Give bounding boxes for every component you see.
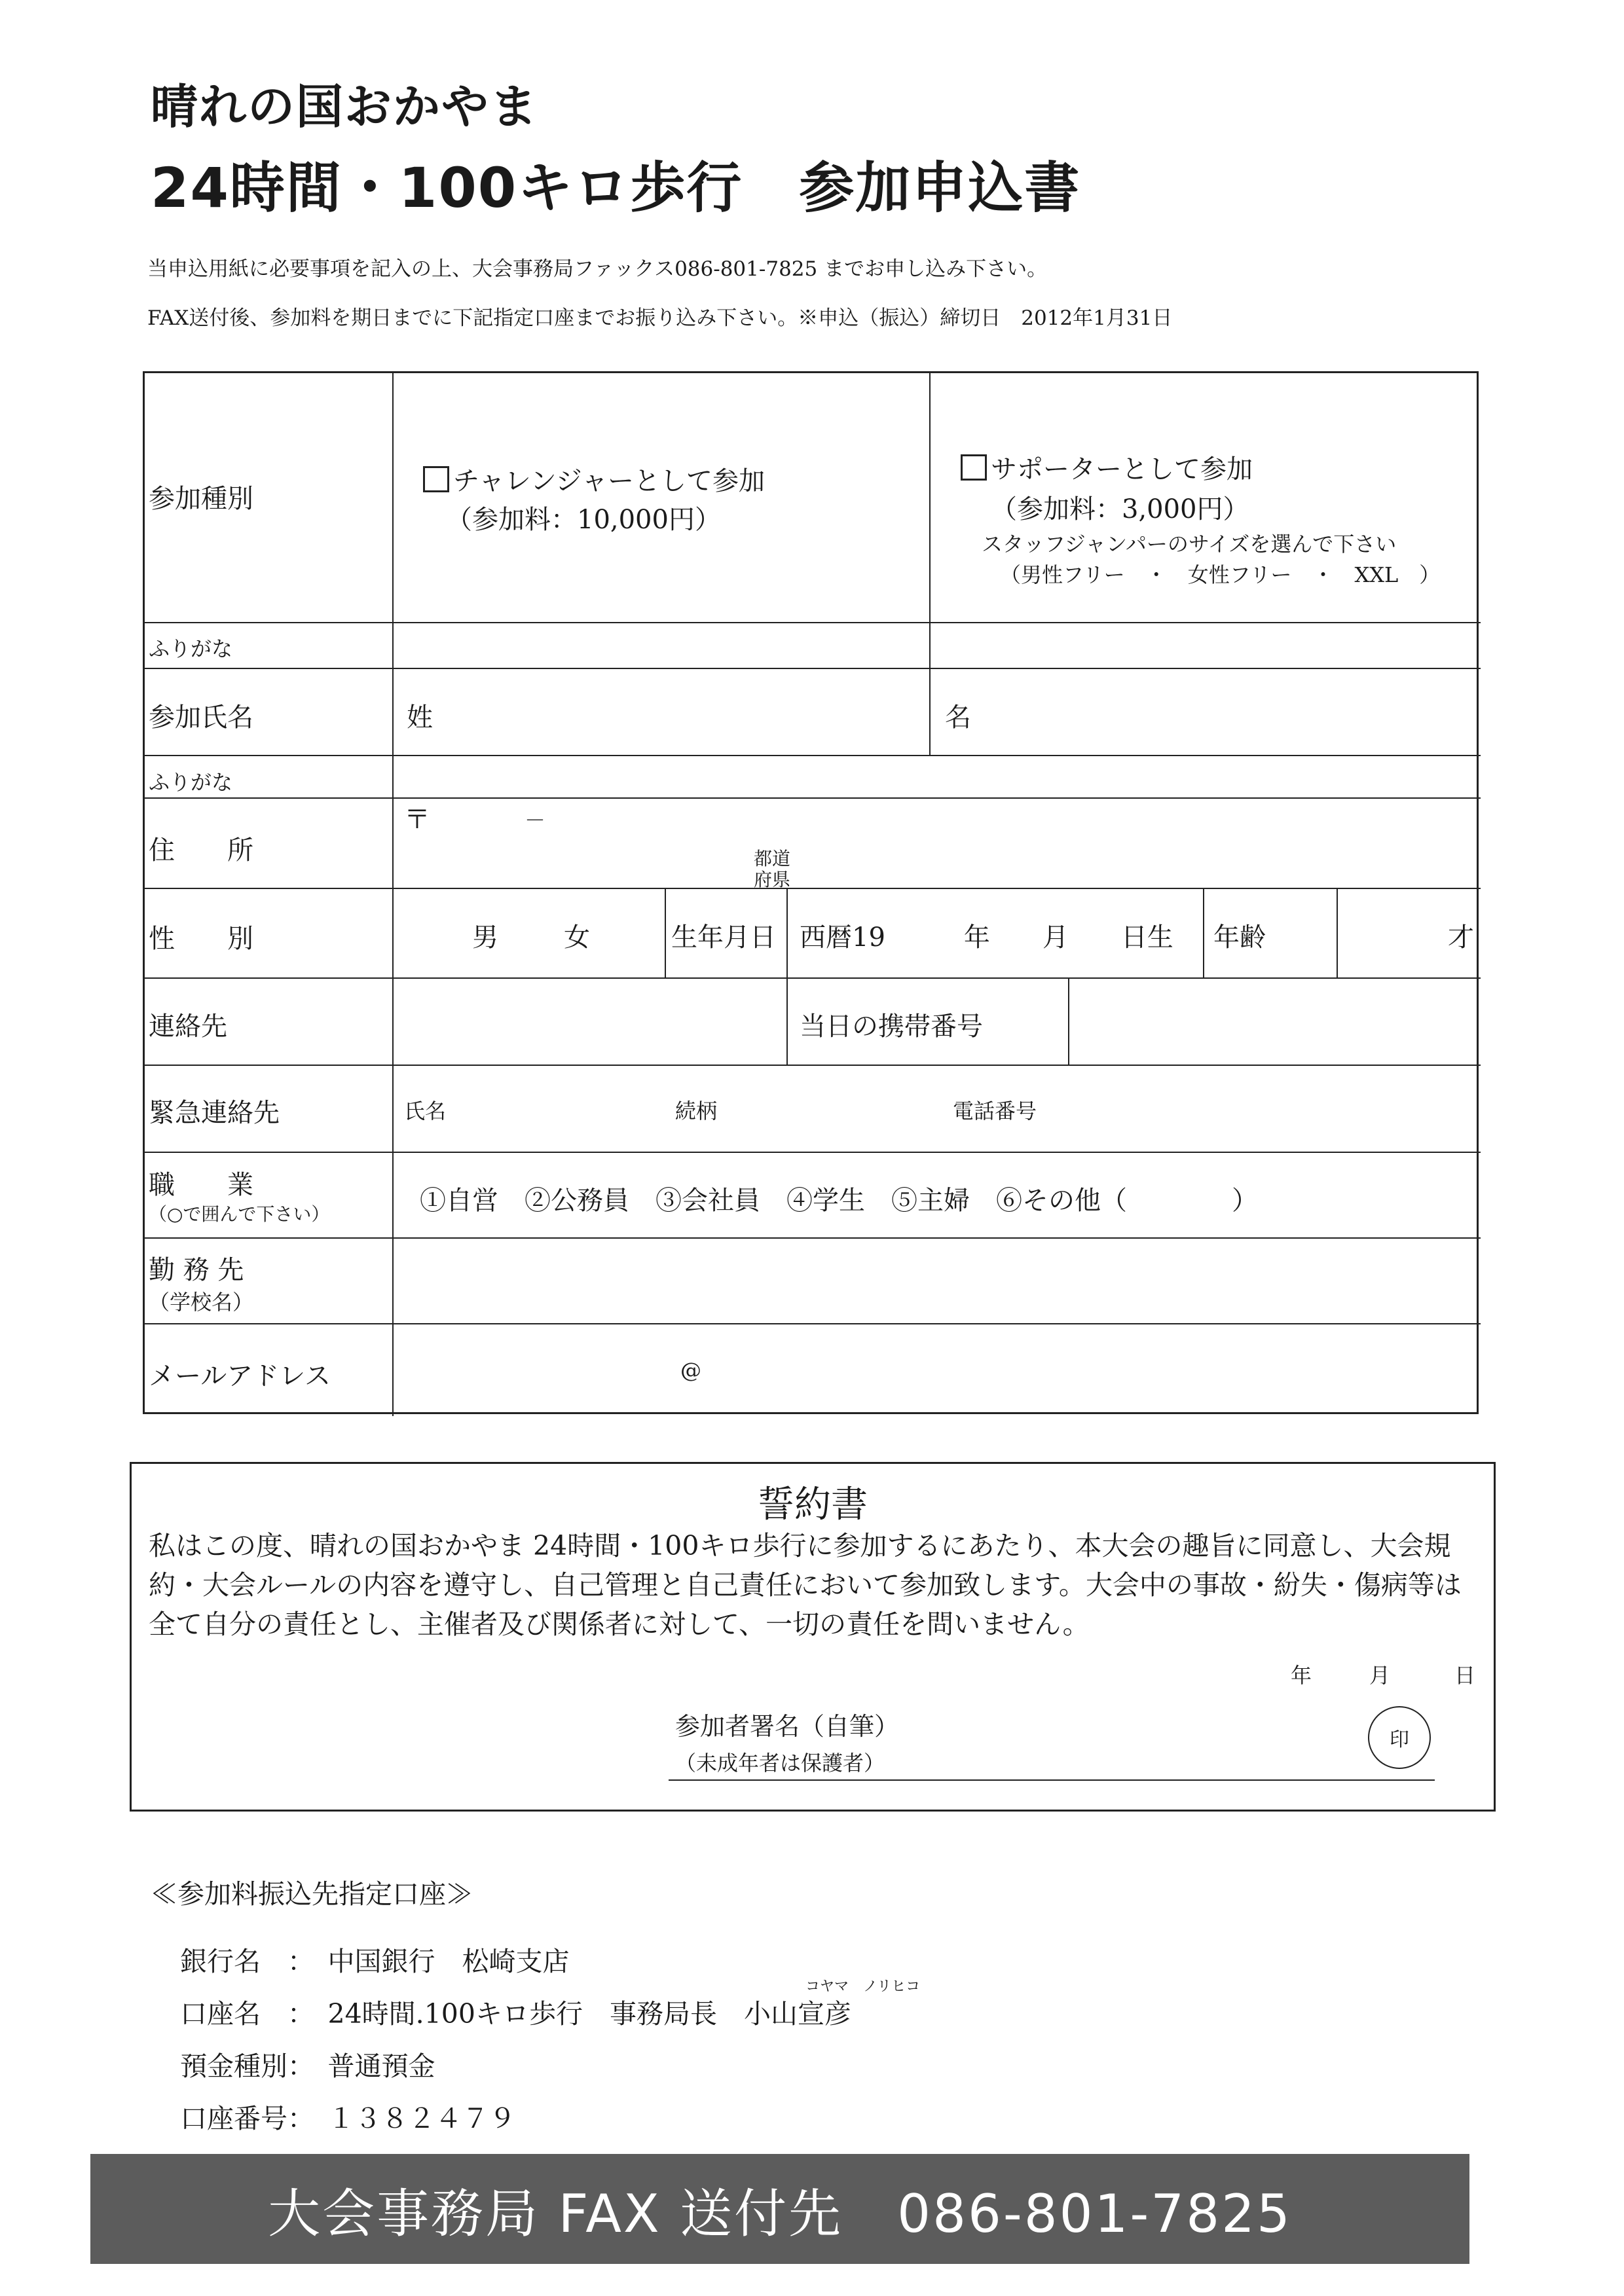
supporter-label: サポーターとして参加 [991, 454, 1253, 484]
occupation-note: （○で囲んで下さい） [149, 1203, 330, 1225]
address-label: 住 所 [149, 835, 253, 866]
age-label: 年齢 [1213, 922, 1266, 953]
birthday-label: 生年月日 [671, 922, 776, 953]
contact-label: 連絡先 [149, 1011, 227, 1042]
fax-footer-banner: 大会事務局 FAX 送付先 086-801-7825 [90, 2154, 1469, 2264]
signature-line[interactable] [669, 1779, 1435, 1781]
bank-heading: ≪参加料振込先指定口座≫ [151, 1878, 473, 1910]
birthday-field[interactable]: 西暦19 年 月 日生 [800, 922, 1173, 953]
postal-dash: － [525, 808, 546, 833]
prefecture-line1: 都道 [754, 848, 791, 869]
postal-mark: 〒 [404, 805, 430, 835]
supporter-option[interactable] [961, 448, 1253, 486]
given-name-field[interactable]: 名 [945, 702, 971, 733]
emergency-relation-label: 続柄 [675, 1099, 718, 1123]
emergency-name-label: 氏名 [404, 1099, 447, 1123]
workplace-label: 勤 務 先 [149, 1255, 244, 1285]
emergency-phone-label: 電話番号 [953, 1099, 1037, 1123]
email-at-sign: @ [680, 1358, 701, 1383]
surname-field[interactable]: 姓 [407, 702, 433, 733]
instruction-line1: 当申込用紙に必要事項を記入の上、大会事務局ファックス086-801-7825 までお申し込み下さい。 [147, 257, 1048, 281]
jumper-size-options[interactable]: （男性フリー ・ 女性フリー ・ XXL ） [1000, 562, 1441, 587]
instruction-line2: FAX送付後、参加料を期日までに下記指定口座までお振り込み下さい。※申込（振込）締切日 2012年1月31日 [147, 306, 1173, 330]
prefecture-line2: 府県 [754, 869, 791, 890]
occupation-options[interactable]: ①自営 ②公務員 ③会社員 ④学生 ⑤主婦 ⑥その他（ ） [420, 1186, 1258, 1216]
account-number-row: 口座番号： １３８２４７９ [180, 2103, 516, 2134]
bank-name-row: 銀行名 ： 中国銀行 松崎支店 [180, 1946, 570, 1977]
gender-male-option[interactable]: 男 [472, 922, 498, 953]
furigana-label: ふりがな [149, 636, 233, 661]
deposit-type-row: 預金種別： 普通預金 [180, 2050, 435, 2082]
pledge-day: 日 [1454, 1663, 1476, 1688]
supporter-fee: （参加料：3,000円） [991, 494, 1249, 524]
seal-circle: 印 [1368, 1706, 1431, 1769]
pledge-month: 月 [1369, 1663, 1391, 1688]
pledge-body: 私はこの度、晴れの国おかやま 24時間・100キロ歩行に参加するにあたり、本大会の趣旨に同意し、大会規約・大会ルールの内容を遵守し、自己管理と自己責任において参加致します。大会中の事故・紛失・傷病等は全て自分の責任とし、主催者及び関係者に対して、一切の責任を問いません。 [149, 1530, 1462, 1640]
emergency-label: 緊急連絡先 [149, 1098, 280, 1128]
account-name-row: 口座名 ： 24時間.100キロ歩行 事務局長 小山宣彦 [180, 1998, 851, 2030]
mobile-label: 当日の携帯番号 [800, 1011, 983, 1042]
pledge-box [130, 1462, 1496, 1812]
pledge-year: 年 [1291, 1663, 1312, 1688]
application-form [143, 371, 1479, 1414]
occupation-label: 職 業 [149, 1170, 253, 1200]
challenger-checkbox[interactable] [423, 466, 449, 492]
gender-label: 性 別 [149, 924, 253, 954]
email-label: メールアドレス [149, 1361, 331, 1391]
jumper-size-note: スタッフジャンパーのサイズを選んで下さい [982, 532, 1397, 556]
name-label: 参加氏名 [149, 702, 253, 733]
gender-female-option[interactable]: 女 [564, 922, 590, 953]
signature-note: （未成年者は保護者） [675, 1751, 885, 1776]
workplace-note: （学校名） [149, 1290, 254, 1315]
page-title-line2: 24時間・100キロ歩行 参加申込書 [151, 156, 1081, 220]
signature-label: 参加者署名（自筆） [675, 1712, 900, 1741]
age-unit: 才 [1448, 922, 1474, 953]
page-title-line1: 晴れの国おかやま [151, 79, 539, 134]
pledge-title: 誓約書 [758, 1484, 868, 1526]
challenger-fee: （参加料：10,000円） [446, 505, 721, 535]
challenger-label: チャレンジャーとして参加 [453, 466, 765, 496]
account-holder-ruby: コヤマ ノリヒコ [805, 1978, 921, 1995]
category-label: 参加種別 [149, 484, 253, 514]
address-furigana-label: ふりがな [149, 770, 233, 795]
challenger-option[interactable] [423, 460, 765, 498]
supporter-checkbox[interactable] [961, 454, 987, 481]
